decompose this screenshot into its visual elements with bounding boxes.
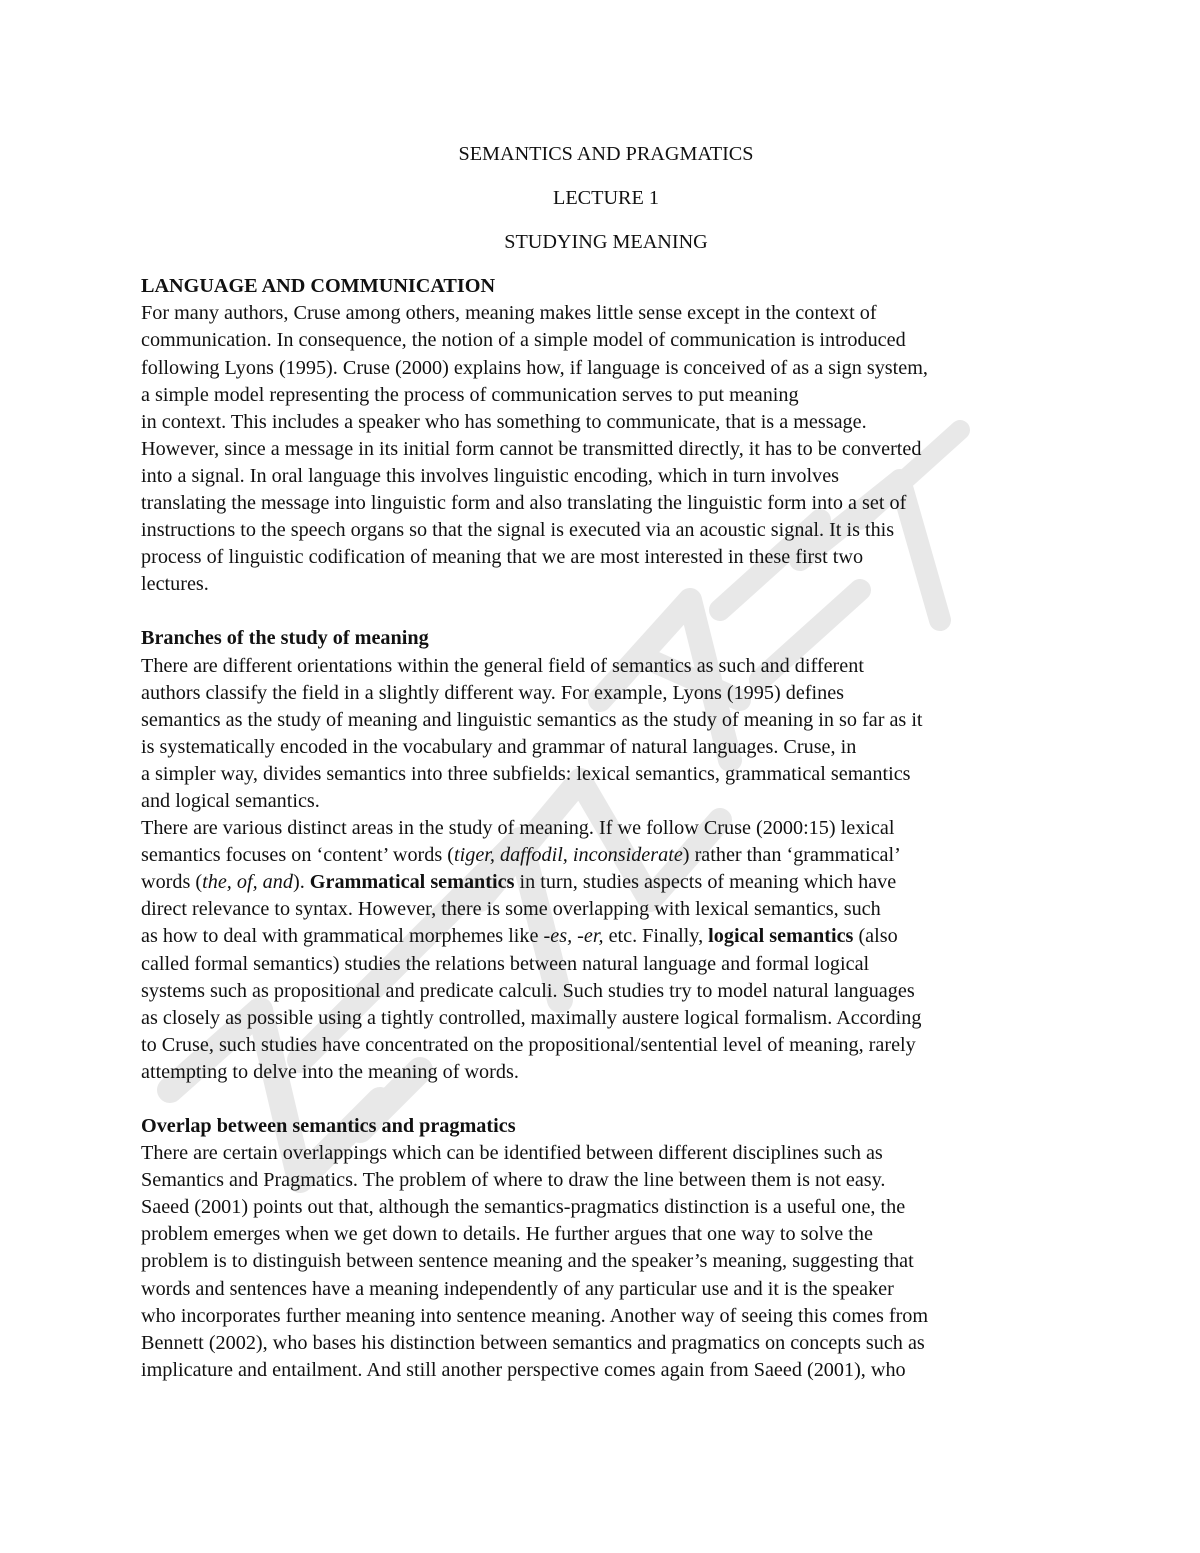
text-line: as closely as possible using a tightly controlled, maximally austere logical formalism. According [141,1006,922,1029]
text-line: words and sentences have a meaning independently of any particular use and it is the speaker [141,1277,894,1300]
text-line: in context. This includes a speaker who has something to communicate, that is a message. [141,410,867,433]
text-line: problem is to distinguish between sentence meaning and the speaker’s meaning, suggesting that [141,1250,914,1273]
text-line: systems such as propositional and predicate calculi. Such studies try to model natural languages [141,979,915,1002]
section-heading-branches: Branches of the study of meaning [141,627,429,650]
text-line: For many authors, Cruse among others, meaning makes little sense except in the context of [141,302,877,325]
text-line: following Lyons (1995). Cruse (2000) explains how, if language is conceived of as a sign system, [141,356,928,379]
text-run: ). [292,871,310,894]
bold-term: logical semantics [708,925,854,948]
text-line: communication. In consequence, the notion of a simple model of communication is introduced [141,329,906,352]
document-title: SEMANTICS AND PRAGMATICS [458,143,754,165]
text-run: in turn, studies aspects of meaning which have [514,871,897,894]
text-line: There are different orientations within the general field of semantics as such and different [141,654,864,677]
text-line: implicature and entailment. And still another perspective comes again from Saeed (2001), who [141,1358,906,1381]
italic-examples: tiger, daffodil, inconsiderate [454,844,683,867]
text-line: direct relevance to syntax. However, there is some overlapping with lexical semantics, such [141,898,881,921]
text-line-logical-semantics [141,923,1071,950]
document-subtitle: STUDYING MEANING [504,231,708,254]
text-line: There are various distinct areas in the study of meaning. If we follow Cruse (2000:15) lexical [141,817,895,840]
text-line: Saeed (2001) points out that, although the semantics-pragmatics distinction is a useful one, the [141,1196,906,1219]
paragraph-gap [141,598,1071,625]
lecture-number: LECTURE 1 [553,187,659,210]
section-branches-body [141,653,1071,1087]
text-line: attempting to delve into the meaning of words. [141,1060,519,1083]
text-line: a simple model representing the process of communication serves to put meaning [141,383,799,406]
text-line: However, since a message in its initial form cannot be transmitted directly, it has to be converted [141,437,922,460]
text-run: (also [853,925,898,948]
section-heading-language-communication: LANGUAGE AND COMMUNICATION [141,275,496,298]
section-language-communication-body [141,300,1071,598]
italic-examples: -es, -er, [543,925,604,948]
text-line: who incorporates further meaning into sentence meaning. Another way of seeing this comes from [141,1304,929,1327]
text-line: called formal semantics) studies the relations between natural language and formal logical [141,952,870,975]
text-line: problem emerges when we get down to details. He further argues that one way to solve the [141,1223,873,1246]
paragraph-gap [141,1086,1071,1113]
document-body [141,141,1071,1384]
text-line: translating the message into linguistic form and also translating the linguistic form into a set of [141,492,907,515]
text-line: Semantics and Pragmatics. The problem of where to draw the line between them is not easy. [141,1169,886,1192]
text-run: etc. Finally, [603,925,709,948]
text-line: semantics as the study of meaning and linguistic semantics as the study of meaning in so far as it [141,708,923,731]
text-line: is systematically encoded in the vocabulary and grammar of natural languages. Cruse, in [141,735,857,758]
italic-examples: the, of, and [202,871,293,894]
text-run: as how to deal with grammatical morphemes like [141,925,544,948]
text-line: into a signal. In oral language this involves linguistic encoding, which in turn involves [141,464,840,487]
text-line: process of linguistic codification of meaning that we are most interested in these first two [141,546,864,569]
text-line: There are certain overlappings which can be identified between different disciplines such as [141,1142,883,1165]
text-line: and logical semantics. [141,789,320,812]
text-run: words ( [141,871,203,894]
text-line: lectures. [141,573,209,596]
text-run: ) rather than ‘grammatical’ [682,844,901,867]
text-line-content-words [141,842,1071,869]
text-line: instructions to the speech organs so that the signal is executed via an acoustic signal. It is this [141,519,895,542]
text-line: a simpler way, divides semantics into three subfields: lexical semantics, grammatical semantics [141,762,911,785]
text-line: Bennett (2002), who bases his distinction between semantics and pragmatics on concepts such as [141,1331,925,1354]
section-heading-overlap: Overlap between semantics and pragmatics [141,1115,516,1137]
text-line: to Cruse, such studies have concentrated on the propositional/sentential level of meaning, rarely [141,1033,916,1056]
section-overlap-body [141,1140,1071,1384]
text-line-grammatical-semantics [141,869,1071,896]
bold-term: Grammatical semantics [309,871,515,894]
text-run: semantics focuses on ‘content’ words ( [141,844,455,867]
text-line: authors classify the field in a slightly different way. For example, Lyons (1995) defines [141,681,845,704]
